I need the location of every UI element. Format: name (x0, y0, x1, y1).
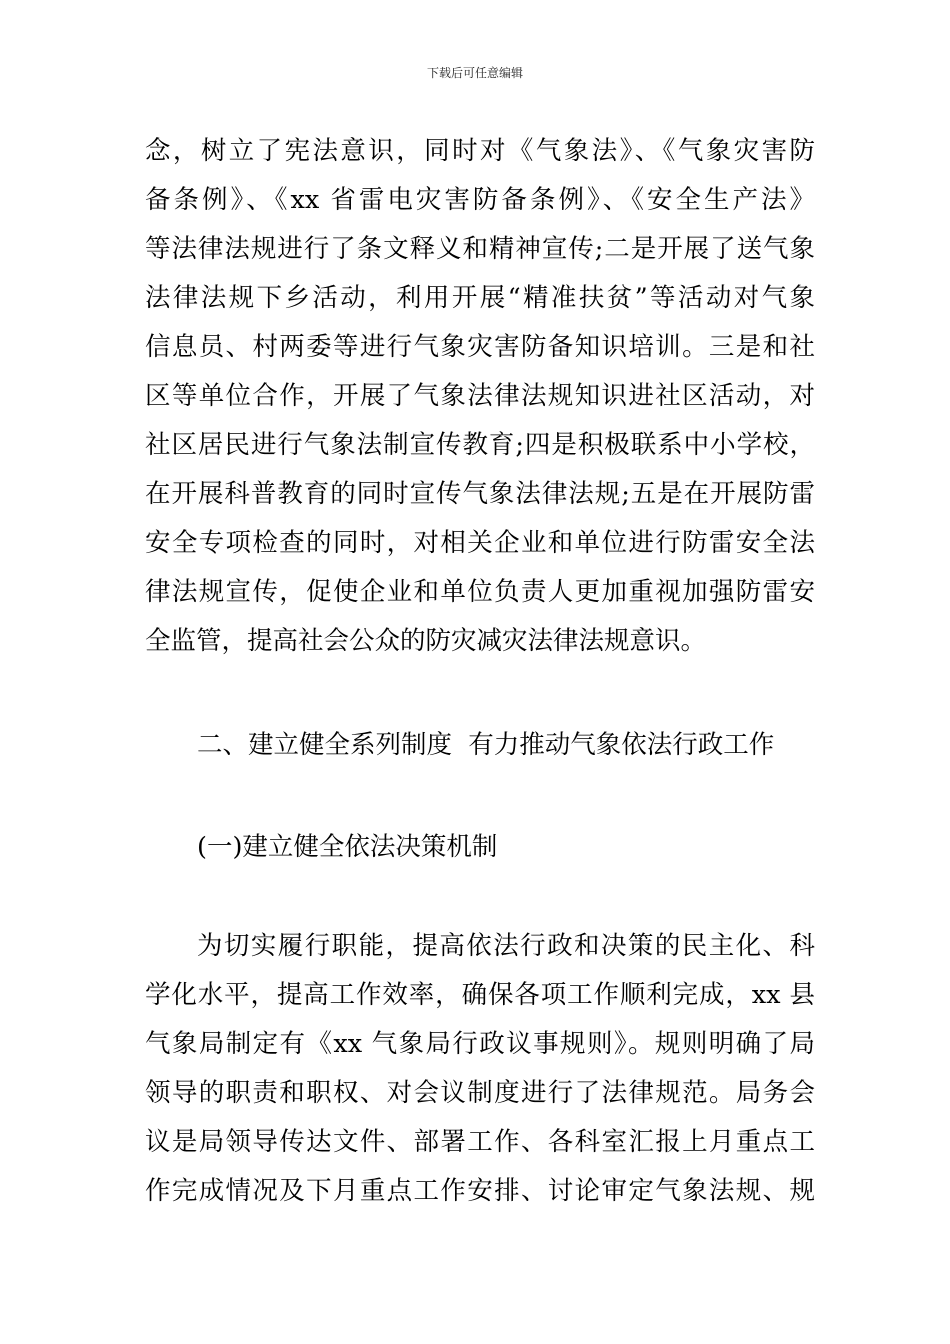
paragraph-line: 安全专项检查的同时，对相关企业和单位进行防雷安全法 (145, 528, 815, 558)
paragraph-line: 学化水平，提高工作效率，确保各项工作顺利完成，xx 县 (145, 980, 815, 1010)
paragraph-line: 律法规宣传，促使企业和单位负责人更加重视加强防雷安 (145, 577, 815, 607)
paragraph-line: 领导的职责和职权、对会议制度进行了法律规范。局务会 (145, 1078, 815, 1108)
paragraph-line: 作完成情况及下月重点工作安排、讨论审定气象法规、规 (145, 1176, 815, 1206)
paragraph-line: 念，树立了宪法意识，同时对《气象法》、《气象灾害防 (145, 136, 815, 166)
paragraph-line: 等法律法规进行了条文释义和精神宣传;二是开展了送气象 (145, 234, 815, 264)
paragraph-line: 在开展科普教育的同时宣传气象法律法规;五是在开展防雷 (145, 479, 815, 509)
paragraph-line: 气象局制定有《xx 气象局行政议事规则》。规则明确了局 (145, 1029, 815, 1059)
paragraph-line: 法律法规下乡活动，利用开展“精准扶贫”等活动对气象 (145, 283, 815, 313)
paragraph-line: 社区居民进行气象法制宣传教育;四是积极联系中小学校， (145, 430, 815, 460)
paragraph-line: 全监管，提高社会公众的防灾减灾法律法规意识。 (145, 626, 707, 656)
section-heading: 二、建立健全系列制度 有力推动气象依法行政工作 (197, 730, 775, 760)
paragraph-2 (145, 922, 815, 1216)
subsection-heading: (一)建立健全依法决策机制 (197, 832, 498, 862)
paragraph-line: 议是局领导传达文件、部署工作、各科室汇报上月重点工 (145, 1127, 815, 1157)
paragraph-line: 备条例》、《xx 省雷电灾害防备条例》、《安全生产法》 (145, 185, 815, 215)
header-note: 下载后可任意编辑 (426, 66, 523, 80)
paragraph-1 (145, 127, 815, 666)
paragraph-line: 信息员、村两委等进行气象灾害防备知识培训。三是和社 (145, 332, 815, 362)
paragraph-line: 区等单位合作，开展了气象法律法规知识进社区活动，对 (145, 381, 815, 411)
paragraph-line: 为切实履行职能，提高依法行政和决策的民主化、科 (197, 931, 815, 961)
